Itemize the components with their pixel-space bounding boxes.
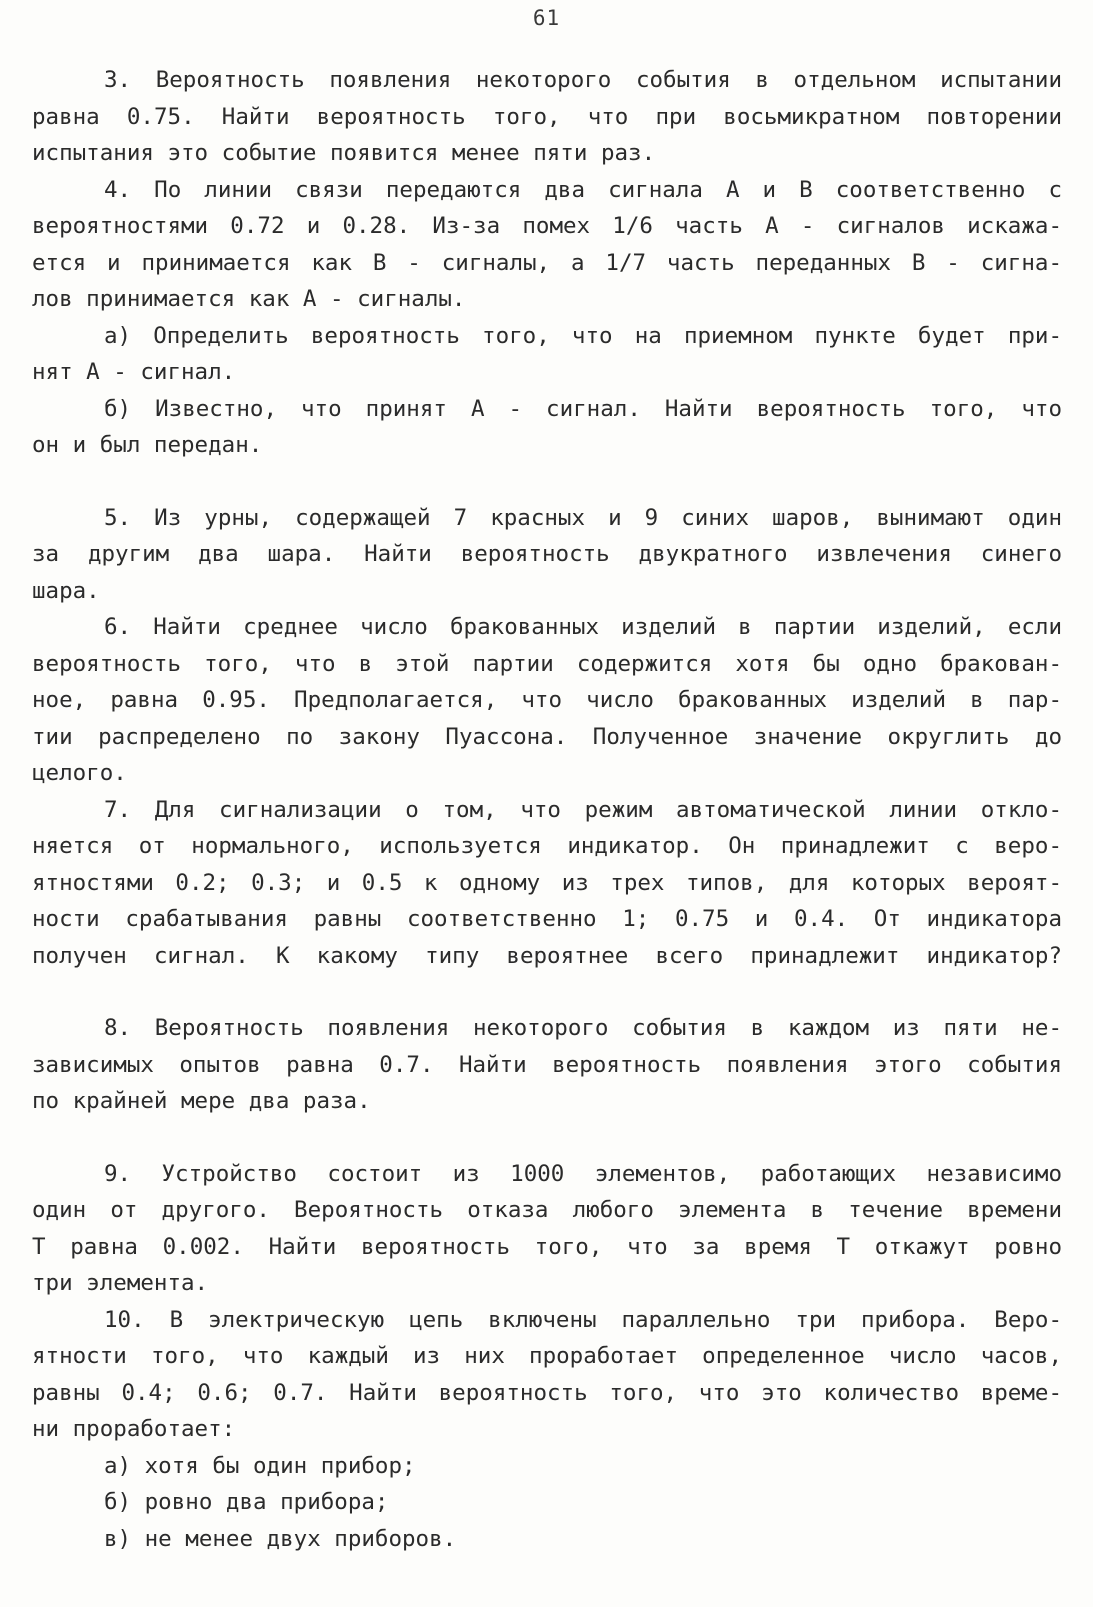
paragraph-gap (32, 464, 1062, 500)
problem-5 (32, 500, 1062, 610)
problem-7 (32, 792, 1062, 975)
text-line: ни проработает: (32, 1416, 236, 1442)
text-line: за другим два шара. Найти вероятность двукратного извлечения синего (32, 541, 1062, 567)
page-content (32, 62, 1062, 1557)
page-number: 61 (532, 6, 561, 30)
text-line: зависимых опытов равна 0.7. Найти вероятность появления этого события (32, 1051, 1062, 1078)
text-line: шара. (32, 577, 100, 604)
text-line: ятностями 0.2; 0.3; и 0.5 к одному из трех типов, для которых вероят- (32, 869, 1062, 896)
text-line: вероятность того, что в этой партии содержится хотя бы одно бракован- (32, 650, 1062, 677)
problem-10 (32, 1302, 1062, 1448)
text-line: равна 0.75. Найти вероятность того, что при восьмикратном повторении (32, 103, 1062, 130)
problem-8 (32, 1010, 1062, 1120)
text-line: нят А - сигнал. (32, 359, 236, 385)
text-line: ется и принимается как В - сигналы, а 1/7 часть переданных В - сигна- (32, 249, 1062, 276)
text-line: вероятностями 0.72 и 0.28. Из-за помех 1/6 часть А - сигналов искажа- (32, 213, 1062, 239)
text-line: испытания это событие появится менее пяти раз. (32, 140, 656, 166)
problem-9 (32, 1156, 1062, 1302)
text-line: ное, равна 0.95. Предполагается, что число бракованных изделий в пар- (32, 687, 1062, 713)
text-line: 6. Найти среднее число бракованных изделий в партии изделий, если (104, 614, 1062, 640)
text-line: ности срабатывания равны соответственно 1; 0.75 и 0.4. От индикатора (32, 906, 1062, 932)
text-line: 9. Устройство состоит из 1000 элементов, работающих независимо (104, 1160, 1062, 1187)
option-line: а) хотя бы один прибор; (104, 1452, 416, 1479)
text-line: 7. Для сигнализации о том, что режим автоматической линии откло- (104, 796, 1062, 823)
text-line: целого. (32, 760, 127, 786)
problem-3 (32, 62, 1062, 172)
option-line: в) не менее двух приборов. (104, 1525, 457, 1552)
text-line: один от другого. Вероятность отказа любого элемента в течение времени (32, 1197, 1062, 1223)
paragraph-gap (32, 974, 1062, 1010)
problem-4 (32, 172, 1062, 318)
text-line: 10. В электрическую цепь включены параллельно три прибора. Веро- (104, 1306, 1062, 1333)
text-line: 5. Из урны, содержащей 7 красных и 9 синих шаров, вынимают один (104, 504, 1062, 531)
problem-4a (32, 318, 1062, 391)
text-line: 3. Вероятность появления некоторого события в отдельном испытании (104, 67, 1062, 93)
problem-4b (32, 391, 1062, 464)
text-line: равны 0.4; 0.6; 0.7. Найти вероятность того, что это количество време- (32, 1379, 1062, 1406)
text-line: 4. По линии связи передаются два сигнала А и В соответственно с (104, 176, 1062, 203)
text-line: по крайней мере два раза. (32, 1088, 371, 1114)
text-line: лов принимается как А - сигналы. (32, 286, 466, 312)
text-line: получен сигнал. К какому типу вероятнее всего принадлежит индикатор? (32, 942, 1062, 969)
problem-6 (32, 609, 1062, 792)
text-line: он и был передан. (32, 432, 263, 458)
paragraph-gap (32, 1120, 1062, 1156)
text-line: 8. Вероятность появления некоторого события в каждом из пяти не- (104, 1015, 1062, 1041)
text-line: а) Определить вероятность того, что на приемном пункте будет при- (104, 322, 1062, 349)
text-line: тии распределено по закону Пуассона. Полученное значение округлить до (32, 723, 1062, 750)
problem-10-options (32, 1448, 1062, 1558)
text-line: няется от нормального, используется индикатор. Он принадлежит с веро- (32, 833, 1062, 859)
text-line: Т равна 0.002. Найти вероятность того, что за время Т откажут ровно (32, 1233, 1062, 1260)
text-line: б) Известно, что принят А - сигнал. Найти вероятность того, что (104, 395, 1062, 422)
text-line: три элемента. (32, 1270, 209, 1296)
option-line: б) ровно два прибора; (104, 1489, 389, 1515)
text-line: ятности того, что каждый из них проработает определенное число часов, (32, 1343, 1062, 1369)
